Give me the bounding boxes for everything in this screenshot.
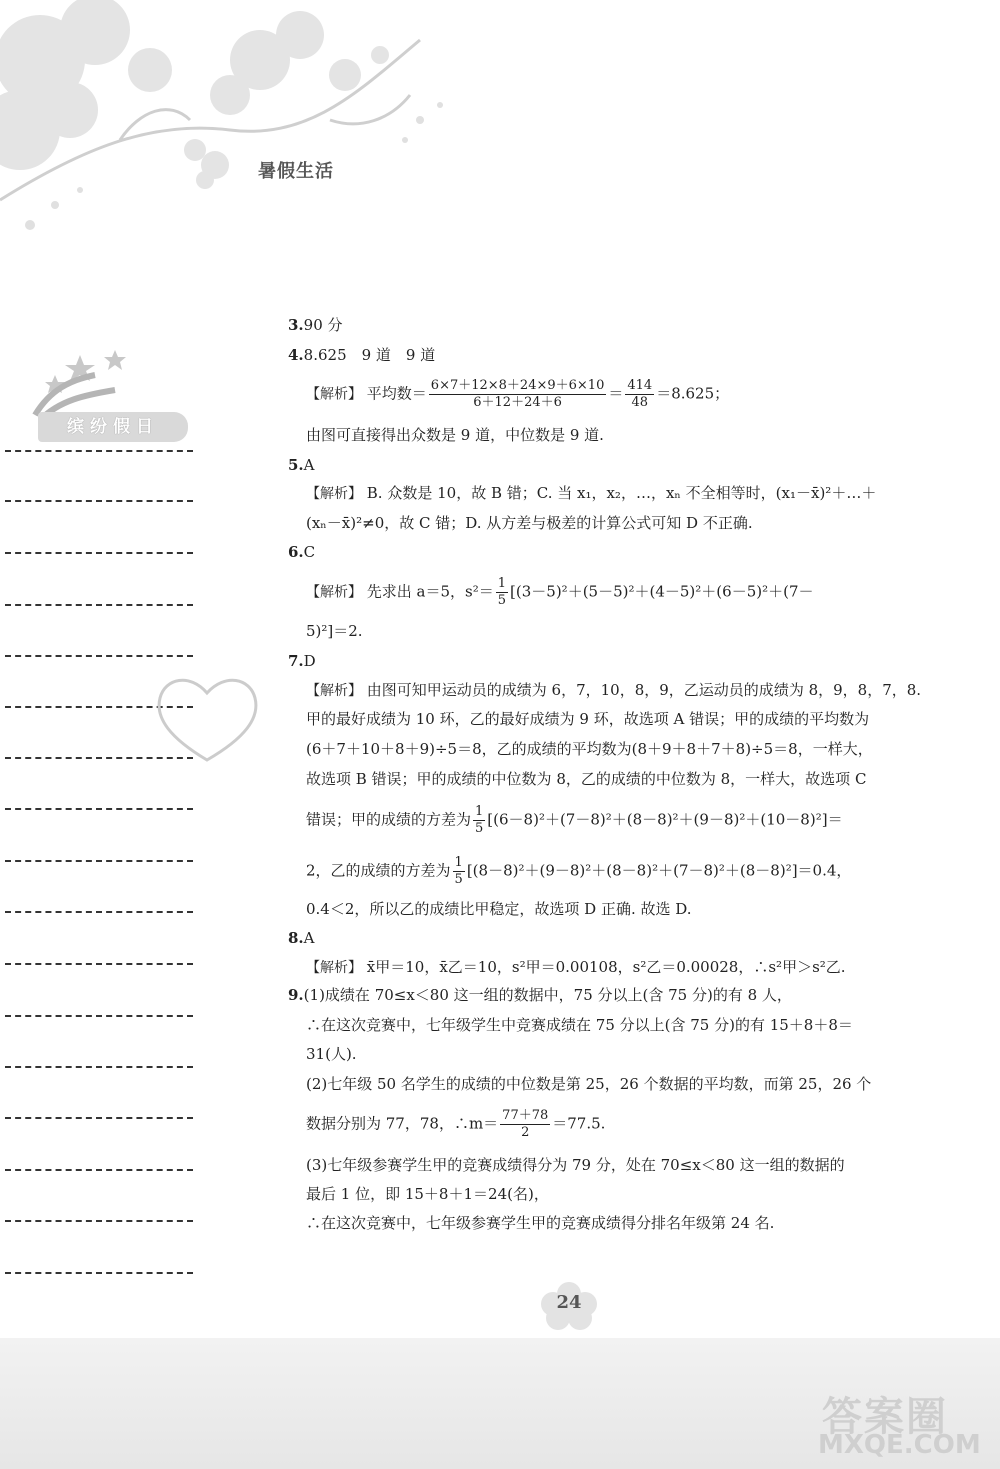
analysis-line: 2，乙的成绩的方差为 $\frac{1}{5}$ [(8－8)²＋(9－8)²＋(8－8)²＋(7－8)²＋(8－8)²]＝0.4， <box>306 855 852 887</box>
analysis-line: (6＋7＋10＋8＋9)÷5＝8，乙的成绩的平均数为(8＋9＋8＋7＋8)÷5＝8，一样大， <box>306 740 873 758</box>
analysis-line: 31(人). <box>306 1045 357 1063</box>
analysis-line: 甲的最好成绩为 10 环，乙的最好成绩为 9 环，故选项 A 错误；甲的成绩的平均数为 <box>306 710 870 728</box>
watermark: 答案圈 <box>822 1394 948 1440</box>
note-line <box>5 1169 193 1171</box>
analysis-line: ∴在这次竞赛中，七年级参赛学生甲的竞赛成绩得分排名年级第 24 名. <box>306 1214 775 1232</box>
analysis-line: (xₙ－x̄)²≠0，故 C 错；D. 从方差与极差的计算公式可知 D 不正确. <box>306 514 753 532</box>
analysis-line: 【解析】 平均数＝ $\frac{6\times 7+12\times 8+24\times 9+6\times 10}{6+12+24+6}$ ＝ $\frac{414}{48}$ ＝8.625； <box>306 378 730 410</box>
analysis-line: 最后 1 位，即 15＋8＋1＝24(名)， <box>306 1185 549 1203</box>
analysis-line: (3)七年级参赛学生甲的竞赛成绩得分为 79 分，处在 70≤x＜80 这一组的数据的 <box>306 1156 845 1174</box>
watermark-url: MXQE.COM <box>818 1430 981 1460</box>
sidebar-badge-label: 缤纷假日 <box>38 412 188 442</box>
fraction: $\frac{1}{5}$ <box>497 576 507 608</box>
note-line <box>5 963 193 965</box>
answer-item: 9.(1)成绩在 70≤x＜80 这一组的数据中，75 分以上(含 75 分)的有 8 人， <box>288 986 792 1004</box>
note-line <box>5 1117 193 1119</box>
fraction: $\frac{1}{5}$ <box>454 855 463 887</box>
note-line <box>5 604 193 606</box>
note-line <box>5 500 193 502</box>
header-title: 暑假生活 <box>258 161 334 182</box>
note-line <box>5 860 193 862</box>
analysis-line: 数据分别为 77，78，∴m＝ $\frac{77+78}{2}$ ＝77.5. <box>306 1108 606 1140</box>
answer-item: 8.A <box>288 929 315 947</box>
analysis-line: 【解析】 B. 众数是 10，故 B 错；C. 当 x₁，x₂，…，xₙ 不全相等时，(x₁－x̄)²＋…＋ <box>306 484 877 502</box>
heart-stamp-icon <box>150 668 265 768</box>
answer-item: 6.C <box>288 543 316 561</box>
note-line <box>5 808 193 810</box>
fraction: $\frac{77+78}{2}$ <box>502 1108 549 1140</box>
fraction: $\frac{1}{5}$ <box>475 804 484 836</box>
answer-item: 3.90 分 <box>288 316 343 334</box>
page-number: 24 <box>556 1292 582 1313</box>
note-line <box>5 1066 193 1068</box>
analysis-line: 由图可直接得出众数是 9 道，中位数是 9 道. <box>306 426 604 444</box>
analysis-line: 0.4＜2，所以乙的成绩比甲稳定，故选项 D 正确. 故选 D. <box>306 900 692 918</box>
fraction: $\frac{414}{48}$ <box>627 378 653 410</box>
note-line <box>5 1272 193 1274</box>
answer-item: 5.A <box>288 456 315 474</box>
floral-header-decoration <box>0 0 520 270</box>
analysis-line: (2)七年级 50 名学生的成绩的中位数是第 25，26 个数据的平均数，而第 25，26 个 <box>306 1075 872 1093</box>
answer-item: 4.8.625 9 道 9 道 <box>288 346 436 364</box>
fraction: $\frac{6\times 7+12\times 8+24\times 9+6\times 10}{6+12+24+6}$ <box>430 378 605 410</box>
analysis-line: 故选项 B 错误；甲的成绩的中位数为 8，乙的成绩的中位数为 8，一样大，故选项 C <box>306 770 867 788</box>
note-line <box>5 1015 193 1017</box>
note-line <box>5 1220 193 1222</box>
analysis-line: 5)²]＝2. <box>306 622 363 640</box>
note-line <box>5 552 193 554</box>
analysis-line: 【解析】 先求出 a＝5，s²＝ $\frac{1}{5}$ [(3－5)²＋(5－5)²＋(4－5)²＋(6－5)²＋(7－ <box>306 576 814 608</box>
note-line <box>5 911 193 913</box>
answer-item: 7.D <box>288 652 316 670</box>
analysis-line: 【解析】 由图可知甲运动员的成绩为 6，7，10，8，9，乙运动员的成绩为 8，9，8，7，8. <box>306 681 922 699</box>
analysis-line: ∴在这次竞赛中，七年级学生中竞赛成绩在 75 分以上(含 75 分)的有 15＋8＋8＝ <box>306 1016 853 1034</box>
analysis-line: 错误；甲的成绩的方差为 $\frac{1}{5}$ [(6－8)²＋(7－8)²＋(8－8)²＋(9－8)²＋(10－8)²]＝ <box>306 804 843 836</box>
note-line <box>5 450 193 452</box>
analysis-line: 【解析】 x̄甲＝10，x̄乙＝10，s²甲＝0.00108，s²乙＝0.00028，∴s²甲＞s²乙. <box>306 958 846 976</box>
note-line <box>5 655 193 657</box>
